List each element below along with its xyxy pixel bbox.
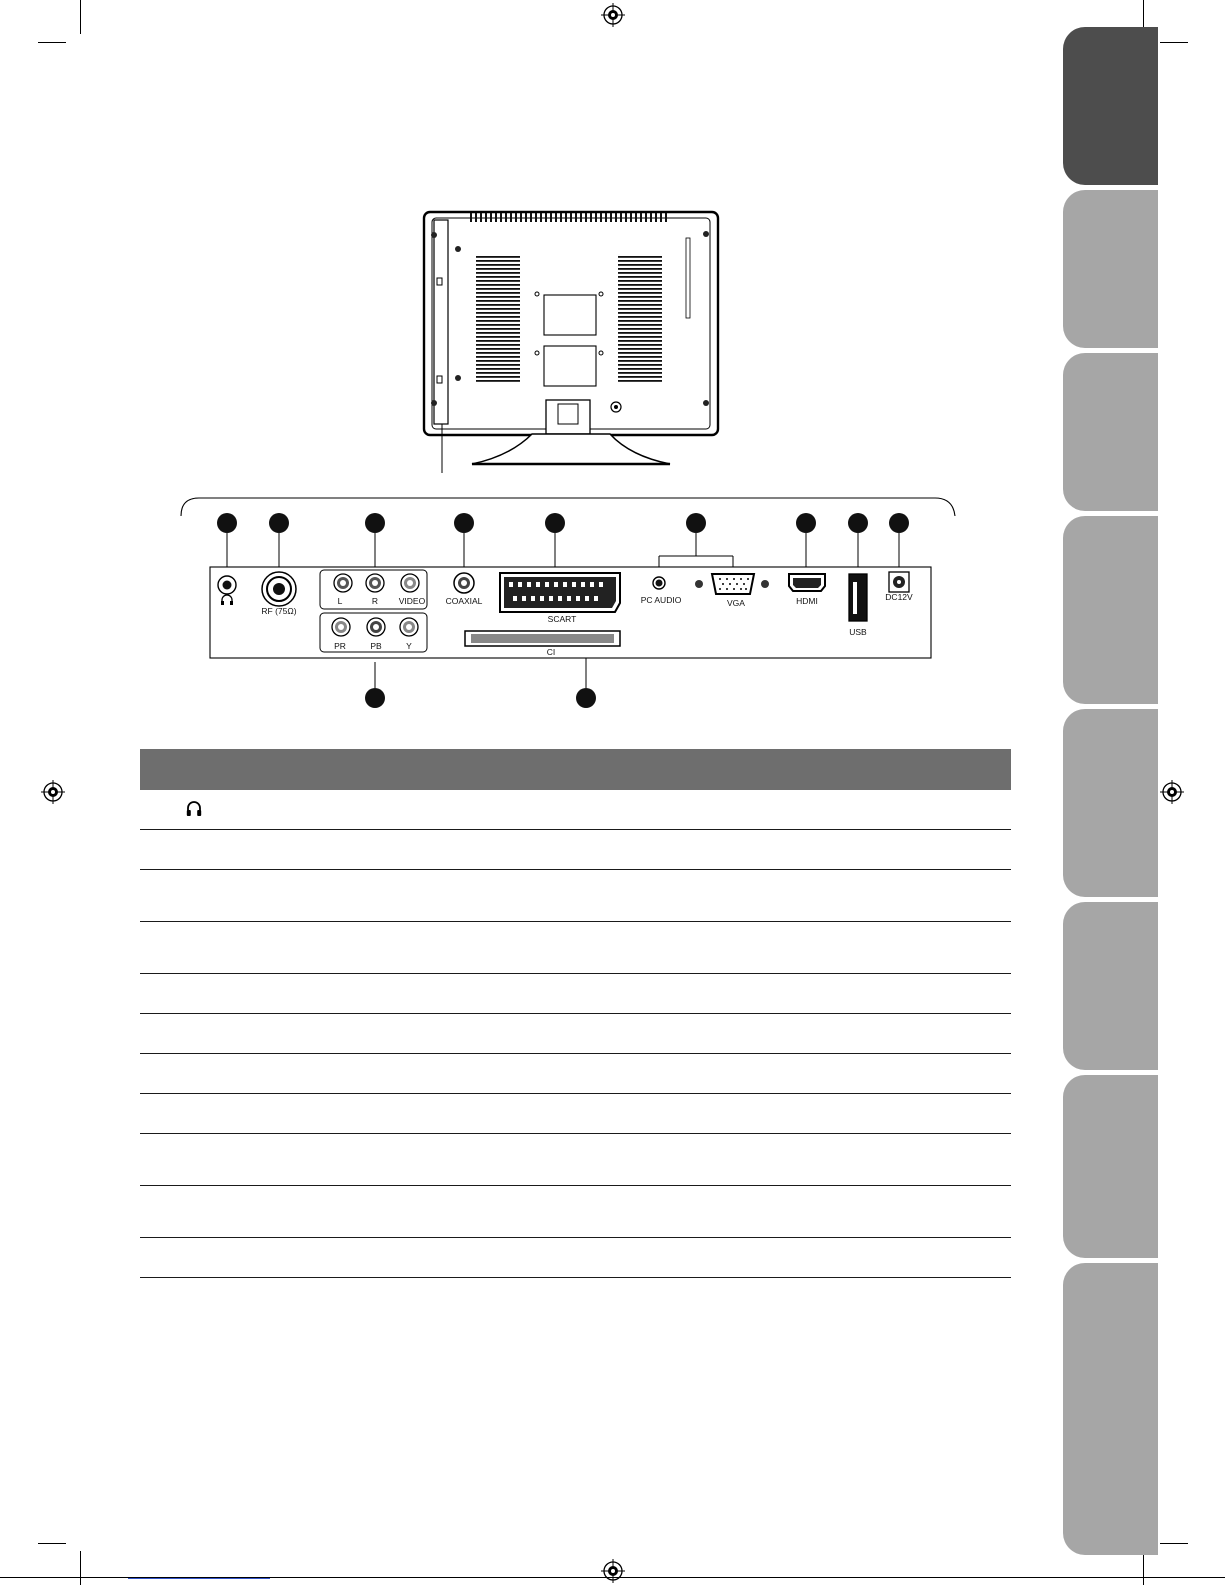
tv-vent-right (618, 254, 662, 384)
callout-bubble (365, 513, 385, 533)
registration-target-icon (601, 3, 625, 27)
side-tab-4[interactable] (1063, 516, 1158, 704)
label-pc-audio: PC AUDIO (640, 595, 682, 605)
table-row (140, 1054, 1011, 1094)
table-row (140, 790, 1011, 830)
label-ci: CI (546, 647, 556, 657)
callout-bubble (269, 513, 289, 533)
label-r: R (371, 596, 379, 606)
registration-target-icon (41, 780, 65, 804)
callout-bubble (217, 513, 237, 533)
label-video: VIDEO (398, 596, 426, 606)
table-row (140, 1134, 1011, 1186)
table-row (140, 974, 1011, 1014)
callout-bubble (889, 513, 909, 533)
blue-underline-mark (128, 1578, 270, 1579)
crop-mark (80, 0, 81, 34)
label-coaxial: COAXIAL (445, 596, 483, 606)
callout-bubble (454, 513, 474, 533)
callout-bubble (686, 513, 706, 533)
label-pb: PB (370, 641, 382, 651)
crop-mark (1160, 1543, 1188, 1544)
tv-rear-illustration (420, 208, 725, 473)
side-tab-6[interactable] (1063, 902, 1158, 1070)
side-tab-7[interactable] (1063, 1075, 1158, 1258)
label-scart: SCART (547, 614, 577, 624)
registration-target-icon (601, 1559, 625, 1583)
tv-top-vent (470, 213, 670, 222)
label-hdmi: HDMI (796, 596, 818, 606)
side-tab-3[interactable] (1063, 353, 1158, 511)
table-row (140, 1094, 1011, 1134)
registration-target-icon (1160, 780, 1184, 804)
callout-bubble (848, 513, 868, 533)
table-row (140, 1238, 1011, 1278)
headphone-icon (186, 800, 202, 818)
table-row (140, 1014, 1011, 1054)
crop-mark (1160, 42, 1188, 43)
callout-bubble (576, 688, 596, 708)
tv-stand-base (472, 434, 670, 464)
tv-vent-left (476, 254, 520, 384)
crop-mark (80, 1551, 81, 1585)
table-row (140, 922, 1011, 974)
side-tab-1-active[interactable] (1063, 27, 1158, 185)
crop-mark (38, 1543, 66, 1544)
table-row (140, 1186, 1011, 1238)
connector-panel-diagram (175, 490, 975, 715)
rf-connector (262, 572, 296, 606)
label-vga: VGA (727, 598, 745, 608)
tv-stand-neck (546, 400, 590, 434)
label-rf: RF (75Ω) (261, 606, 297, 616)
side-tab-5[interactable] (1063, 709, 1158, 897)
vga-connector (712, 574, 754, 594)
callout-bubble (365, 688, 385, 708)
label-pr: PR (334, 641, 346, 651)
crop-mark (1143, 1551, 1144, 1585)
table-header (140, 749, 1011, 790)
table-row (140, 870, 1011, 922)
side-tab-2[interactable] (1063, 190, 1158, 348)
crop-mark (38, 42, 66, 43)
callout-bubble (545, 513, 565, 533)
callout-bubble (796, 513, 816, 533)
connections-table (140, 749, 1011, 1278)
callout-bracket (181, 498, 955, 516)
usb-connector (849, 574, 867, 621)
label-usb: USB (849, 627, 867, 637)
table-row (140, 830, 1011, 870)
label-l: L (337, 596, 343, 606)
side-tab-8[interactable] (1063, 1263, 1158, 1555)
label-dc12v: DC12V (885, 592, 913, 602)
label-y: Y (406, 641, 412, 651)
